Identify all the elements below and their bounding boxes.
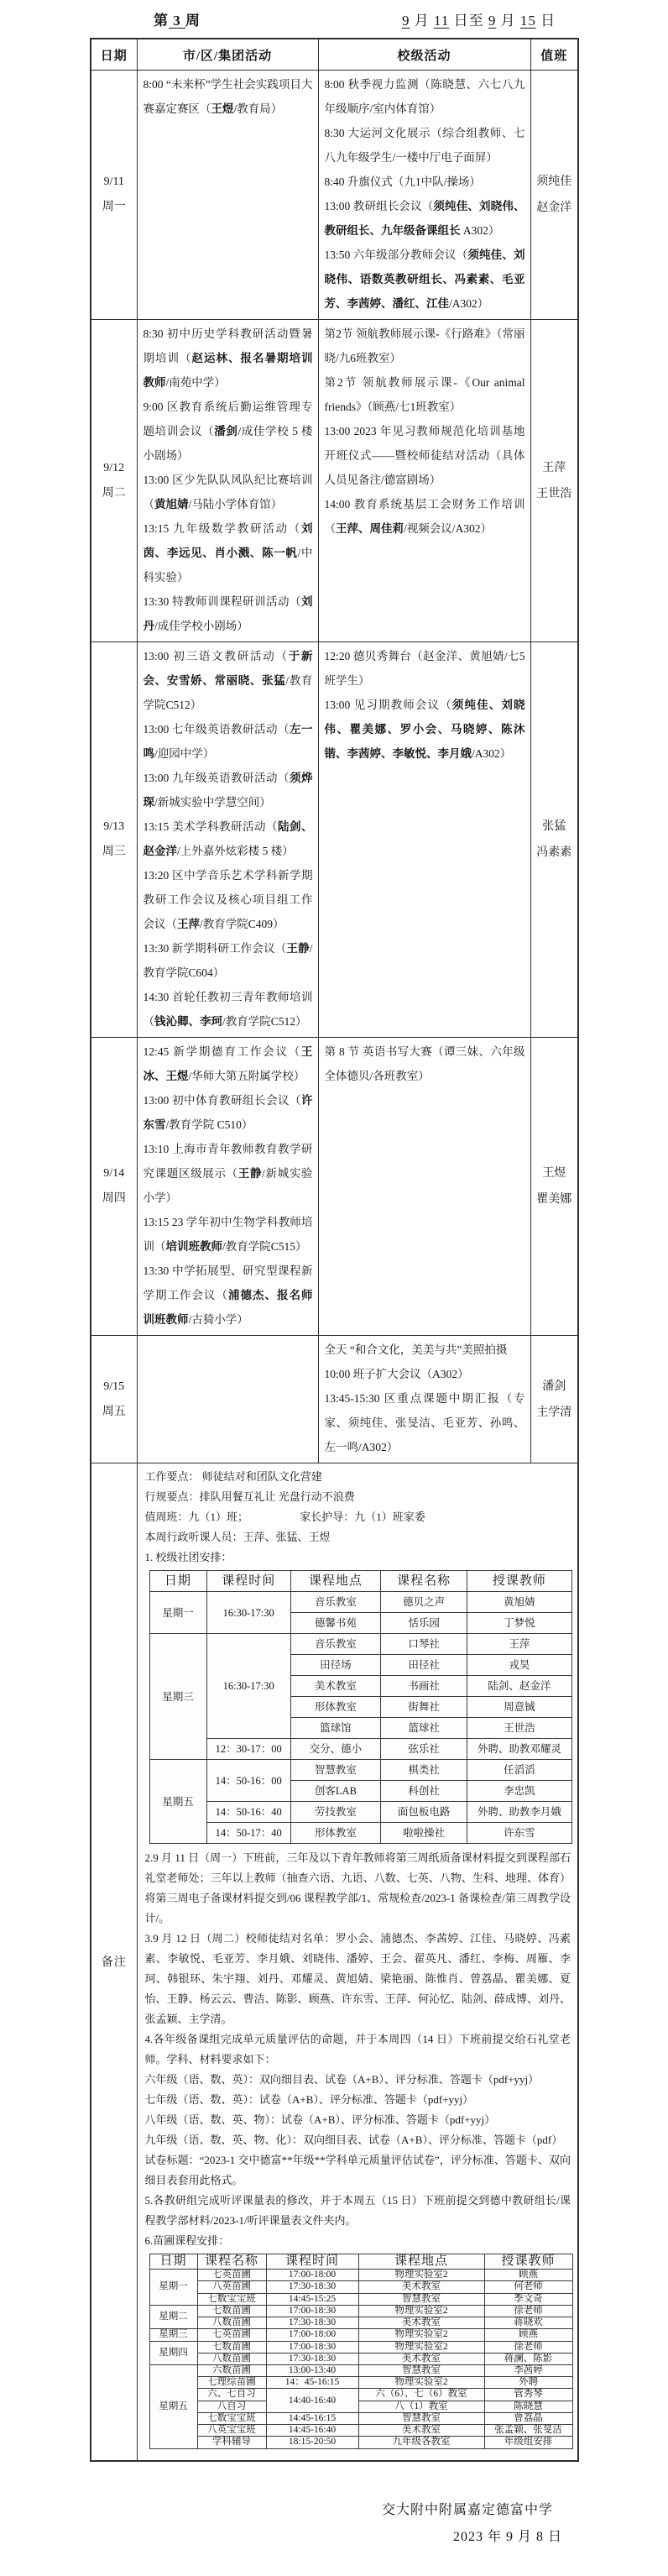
clubs-table-row xyxy=(149,1634,571,1655)
activity-item: 8:00 “未来杯”学生社会实践项目大赛嘉定赛区（王煜/教育局） xyxy=(143,78,313,115)
duty-cell xyxy=(530,1038,578,1336)
activity-item: 12:45 新学期德育工作会议（王冰、王煜/华师大第五附属学校） xyxy=(143,1045,313,1082)
activity-item: 13:30 新学期科研工作会议（王静/教育学院C604） xyxy=(143,942,313,979)
inner-table-cell: 篮球社 xyxy=(381,1718,467,1739)
activity-item: 8:30 大运河文化展示（综合组教师、七八九年级学生/一楼中厅电子面屏） xyxy=(324,127,525,164)
inner-table-cell: 17:30-18:30 xyxy=(266,2317,358,2329)
inner-table-cell: 戎昊 xyxy=(467,1655,571,1676)
clubs-table-row xyxy=(149,1802,571,1823)
activity-item: 9:00 区教育系统后勤运维管理专题培训会议（潘剑/成佳学校 5 楼小剧场） xyxy=(143,401,313,462)
activity-item: 13:15 九年级数学教研活动（刘茵、李远见、肖小溅、陈一帆/中科实验） xyxy=(143,522,313,584)
inner-table-cell: 外聘 xyxy=(484,2377,572,2389)
miaopu-table-row xyxy=(149,2365,572,2377)
inner-table-cell: 形体教室 xyxy=(290,1823,380,1844)
inner-table-cell: 弦乐社 xyxy=(381,1739,467,1760)
activity-item: 13:30 特教师训课程研训活动（刘丹/成佳学校小剧场） xyxy=(143,595,313,632)
clubs-table-row xyxy=(149,1760,571,1781)
miaopu-table-row xyxy=(149,2329,572,2341)
school-name: 交大附中附属嘉定德富中学 xyxy=(382,2502,554,2517)
inner-table-cell: 17:00-18:00 xyxy=(266,2270,358,2281)
inner-table-cell: 物理实验室2 xyxy=(358,2305,484,2317)
note-paragraph-2: 2.9 月 11 日（周一）下班前，三年及以下青年教师将第三周纸质备课材料提交到课程部石礼堂老师处；三年以上教师（抽查六语、九语、八数、七英、八物、生科、地理、体育）将第三周电子备课材料提交到/06 课程教学部/1、常规检查/2023-1 备课检查/第三周教学设计/。 xyxy=(144,1851,571,1924)
inner-table-cell: 学科辅导 xyxy=(197,2437,266,2448)
activity-item: 13:00 九年级英语教研活动（须烨琛/新城实验中学慧空间） xyxy=(143,772,313,809)
inner-column-header: 课程时间 xyxy=(266,2254,358,2270)
inner-table-cell: 面包板电路 xyxy=(381,1802,467,1823)
inner-table-cell: 美术教室 xyxy=(358,2317,484,2329)
inner-table-cell: 智慧教室 xyxy=(358,2365,484,2377)
inner-table-cell: 外聘、助教邓耀灵 xyxy=(467,1739,571,1760)
note-paragraph-4-item: 六年级（语、数、英）：双向细目表、试卷（A+B）、评分标准、答题卡（pdf+yyj） xyxy=(144,2073,540,2086)
inner-table-cell: 形体教室 xyxy=(290,1697,380,1718)
school-activities-cell xyxy=(318,642,530,1038)
inner-table-cell: 17:30-18:30 xyxy=(266,2353,358,2364)
date-cell: 9/12 周二 xyxy=(91,320,137,642)
miaopu-table-row xyxy=(149,2293,572,2305)
note-paragraph-5: 5.各教研组完成听评课量表的修改，并于本周五（15 日）下班前提交到德中教研组长/课程教学部材料/2023-1/听评课量表文件夹内。 xyxy=(144,2194,571,2227)
duty-person: 王世浩 xyxy=(536,487,572,500)
activity-item: 14:30 首轮任教初三青年教师培训（钱沁卿、李珂/教育学院C512） xyxy=(143,991,313,1028)
activity-item: 第2节 领航教师展示课-《行路难》（常丽晓/九6班教室） xyxy=(324,327,525,364)
inner-table-cell: 七英苗圃 xyxy=(197,2270,266,2281)
activity-item: 13:30 中学拓展型、研究型课程新学期工作会议（浦德杰、报名师训班教师/古猗小学） xyxy=(143,1264,313,1326)
inner-table-cell: 黄旭婧 xyxy=(467,1592,571,1613)
inner-table-cell: 智慧教室 xyxy=(358,2412,484,2424)
inner-column-header: 课程名称 xyxy=(381,1571,467,1592)
inner-table-cell: 18:15-20:50 xyxy=(266,2437,358,2448)
inner-table-cell: 陆剑、赵金洋 xyxy=(467,1676,571,1697)
inner-table-cell: 17:30-18:30 xyxy=(266,2281,358,2293)
inner-table-cell: 七数宝宝班 xyxy=(197,2293,266,2305)
miaopu-table-row xyxy=(149,2425,572,2437)
inner-table-cell: 星期五 xyxy=(149,1760,206,1844)
notes-label: 备注 xyxy=(91,1463,137,2461)
activity-item: 13:15 美术学科教研活动（陆剑、赵金洋/上外嘉外炫彩楼 5 楼） xyxy=(143,820,313,857)
inner-table-cell: 星期二 xyxy=(149,2305,197,2328)
inner-table-cell: 八自习 xyxy=(197,2401,266,2412)
activity-item: 14:00 教育系统基层工会财务工作培训（王萍、周佳莉/视频会议/A302） xyxy=(324,498,525,535)
schedule-row-9-12 xyxy=(91,320,578,642)
notes-cell xyxy=(137,1463,578,2461)
inner-table-cell: 七理综苗圃 xyxy=(197,2377,266,2389)
clubs-table-row xyxy=(149,1592,571,1613)
inner-table-cell: 14：50-17：40 xyxy=(206,1823,290,1844)
miaopu-table-row xyxy=(149,2437,572,2448)
district-activities-cell xyxy=(137,320,318,642)
inner-table-cell: 八数苗圃 xyxy=(197,2317,266,2329)
duty-person: 赵金洋 xyxy=(536,202,572,214)
note-observers: 本周行政听课人员：王萍、张猛、王煜 xyxy=(144,1531,331,1543)
inner-table-cell: 顾燕 xyxy=(484,2329,572,2341)
miaopu-table-row xyxy=(149,2317,572,2329)
column-header-duty: 值班 xyxy=(530,39,578,71)
inner-table-cell: 17:00-18:30 xyxy=(266,2305,358,2317)
inner-table-cell: 美术教室 xyxy=(358,2425,484,2437)
inner-table-cell: 街舞社 xyxy=(381,1697,467,1718)
school-activities-cell xyxy=(318,1038,530,1336)
activity-item: 8:00 秋季视力监测（陈晓慧、六七八九年级顺序/室内体育馆） xyxy=(324,78,525,115)
inner-table-cell: 九年级各教室 xyxy=(358,2437,484,2448)
inner-table-cell: 星期三 xyxy=(149,2329,197,2341)
duty-cell xyxy=(530,320,578,642)
activity-item: 第 8 节 英语书写大赛（谭三妹、六年级全体德贝/各班教室） xyxy=(324,1045,525,1082)
inner-table-cell: 16:30-17:30 xyxy=(206,1634,290,1739)
date-range-label: 9 月 11 日至 9 月 15 日 xyxy=(402,13,556,29)
inner-table-cell: 田径场 xyxy=(290,1655,380,1676)
inner-column-header: 课程名称 xyxy=(197,2254,266,2270)
miaopu-table-title: 6.苗圃课程安排： xyxy=(144,2234,230,2247)
activity-item: 13:15 23 学年初中生物学科教师培训（培训班教师/教育学院C515） xyxy=(143,1216,313,1253)
inner-table-cell: 曾荔晶 xyxy=(484,2412,572,2424)
inner-table-cell: 14：50-16：00 xyxy=(206,1760,290,1802)
inner-table-cell: 顾燕 xyxy=(484,2270,572,2281)
school-activities-cell xyxy=(318,1336,530,1463)
inner-table-cell: 德馨书苑 xyxy=(290,1613,380,1634)
week-number-label: 第 3 周 xyxy=(154,13,201,29)
inner-column-header: 课程地点 xyxy=(358,2254,484,2270)
clubs-table-title: 1. 校级社团安排： xyxy=(144,1551,232,1563)
inner-table-cell: 星期五 xyxy=(149,2365,197,2449)
inner-table-cell: 管秀琴 xyxy=(484,2389,572,2401)
schedule-row-9-11 xyxy=(91,71,578,320)
inner-table-cell: 交分、德小 xyxy=(290,1739,380,1760)
miaopu-table-row xyxy=(149,2281,572,2293)
inner-table-cell: 物理实验室2 xyxy=(358,2270,484,2281)
activity-item: 13:20 区中学音乐艺术学科新学期教研工作会议及核心项目组工作会议（王萍/教育学院C409） xyxy=(143,869,313,930)
inner-table-cell: 书画社 xyxy=(381,1676,467,1697)
note-paragraph-4-item: 七年级（语、数、英）：试卷（A+B）、评分标准、答题卡（pdf+yyj） xyxy=(144,2093,474,2106)
inner-table-cell: 张孟颖、张旻洁 xyxy=(484,2425,572,2437)
schedule-row-9-14 xyxy=(91,1038,578,1336)
inner-table-cell: 12：30-17：00 xyxy=(206,1739,290,1760)
activity-item: 8:40 升旗仪式（九1中队/操场） xyxy=(324,175,481,188)
inner-table-cell: 科创社 xyxy=(381,1781,467,1802)
activity-item: 8:30 初中历史学科教研活动暨暑期培训（赵运林、报名暑期培训教师/南苑中学） xyxy=(143,327,313,389)
inner-table-cell: 物理实验室2 xyxy=(358,2329,484,2341)
activity-item: 13:00 教研组长会议（须纯佳、刘晓伟、教研组长、九年级备课组长 A302） xyxy=(324,200,525,237)
inner-table-cell: 口琴社 xyxy=(381,1634,467,1655)
column-header-date: 日期 xyxy=(91,39,137,71)
inner-table-cell: 七英苗圃 xyxy=(197,2329,266,2341)
activity-item: 13:45-15:30 区重点课题中期汇报（专家、须纯佳、张旻洁、毛亚芳、孙鸣、左一鸣/A302） xyxy=(324,1392,525,1453)
inner-table-cell: 13:00-13:40 xyxy=(266,2365,358,2377)
date-cell: 9/13 周三 xyxy=(91,642,137,1038)
inner-table-cell: 许东雪 xyxy=(467,1823,571,1844)
inner-table-cell: 李茜婷 xyxy=(484,2365,572,2377)
inner-table-cell: 物理实验室2 xyxy=(358,2341,484,2353)
inner-table-cell: 八（1）教室 xyxy=(358,2401,484,2412)
miaopu-table-row xyxy=(149,2305,572,2317)
inner-table-cell: 八英苗圃 xyxy=(197,2281,266,2293)
date-cell: 9/15 周五 xyxy=(91,1336,137,1463)
inner-table-cell: 篮球馆 xyxy=(290,1718,380,1739)
district-activities-cell xyxy=(137,71,318,320)
inner-table-cell: 14：50-16：40 xyxy=(206,1802,290,1823)
inner-table-cell: 六（6）、七（6）教室 xyxy=(358,2389,484,2401)
inner-table-cell: 徐老师 xyxy=(484,2341,572,2353)
inner-table-cell: 德贝之声 xyxy=(381,1592,467,1613)
activity-item: 全天 “和合文化，美美与共”美照拍摄 xyxy=(324,1343,508,1356)
inner-table-cell: 六、七自习 xyxy=(197,2389,266,2401)
inner-table-cell: 陈晓慧 xyxy=(484,2401,572,2412)
activity-item: 第2节 领航教师展示课-《Our animal friends》（顾燕/七1班教室） xyxy=(324,376,525,413)
district-activities-cell xyxy=(137,1336,318,1463)
inner-table-cell: 14：45-16:15 xyxy=(266,2377,358,2389)
activity-item: 10:00 班子扩大会议（A302） xyxy=(324,1368,469,1380)
miaopu-table-row xyxy=(149,2389,572,2401)
activity-item: 13:50 六年级部分教师会议（须纯佳、刘晓伟、语数英教研组长、冯素素、毛亚芳、李茜婷、潘红、江佳/A302） xyxy=(324,249,525,310)
note-paragraph-3: 3.9 月 12 日（周二）校师徒结对名单：罗小会、浦德杰、李茜婷、江佳、马晓婷、冯素素、李敏悦、毛亚芳、李月娥、刘晓伟、潘婷、王会、翟英凡、潘红、李梅、周雁、李珂、韩银环、朱宇翔、刘丹、邓耀灵、黄旭婧、梁艳丽、陈惟肖、曾荔晶、瞿美娜、夏怡、王静、杨云云、曹洁、陈影、顾燕、许东雪、王萍、何沁忆、陆剑、薛成博、刘丹、张孟颖、主学清。 xyxy=(144,1932,571,2025)
school-activities-cell xyxy=(318,320,530,642)
duty-person: 张猛 xyxy=(542,820,566,833)
inner-table-cell: 六数苗圃 xyxy=(197,2365,266,2377)
document-title xyxy=(0,8,668,29)
note-work-points: 工作要点： 师徒结对和团队文化营建 xyxy=(144,1470,322,1483)
inner-table-cell: 星期一 xyxy=(149,1592,206,1634)
issue-date: 2023 年 9 月 8 日 xyxy=(453,2529,563,2544)
clubs-table-row xyxy=(149,1739,571,1760)
note-paragraph-4-item: 试卷标题：“2023-1 交中德富**年级**学科单元质量评估试卷”，评分标准、答题卡、双向细目表套用此格式。 xyxy=(144,2154,571,2186)
inner-table-cell: 七数苗圃 xyxy=(197,2341,266,2353)
district-activities-cell xyxy=(137,1038,318,1336)
inner-table-cell: 14:40-16:40 xyxy=(266,2389,358,2412)
inner-table-cell: 星期三 xyxy=(149,1634,206,1760)
miaopu-table-row xyxy=(149,2353,572,2364)
inner-table-cell: 音乐教室 xyxy=(290,1634,380,1655)
notes-row xyxy=(91,1463,578,2461)
activity-item: 13:00 2023 年见习教师规范化培训基地开班仪式——暨校师徒结对活动（具体人员见备注/德富剧场） xyxy=(324,425,525,486)
inner-table-cell: 徐老师 xyxy=(484,2305,572,2317)
activity-item: 13:10 上海市青年教师教育教学研究课题区级展示（王静/新城实验小学） xyxy=(143,1143,313,1204)
duty-person: 主学清 xyxy=(536,1406,572,1419)
inner-table-cell: 棋类社 xyxy=(381,1760,467,1781)
inner-table-cell: 劳技教室 xyxy=(290,1802,380,1823)
inner-column-header: 日期 xyxy=(149,2254,197,2270)
inner-table-cell: 王世浩 xyxy=(467,1718,571,1739)
schedule-table xyxy=(90,38,579,2462)
note-paragraph-4-items xyxy=(145,2070,571,2191)
activity-item: 13:00 区少先队队风队纪比赛培训（黄旭婧/马陆小学体育馆） xyxy=(143,474,313,510)
inner-table-cell: 王萍 xyxy=(467,1634,571,1655)
inner-table-cell: 智慧教室 xyxy=(358,2293,484,2305)
inner-table-cell: 14:45-16:15 xyxy=(266,2412,358,2424)
inner-table-cell: 17:00-18:00 xyxy=(266,2329,358,2341)
school-activities-cell xyxy=(318,71,530,320)
note-paragraph-4-item: 九年级（语、数、英、物、化）：双向细目表、试卷（A+B）、评分标准、答题卡（pdf） xyxy=(144,2134,563,2146)
activity-item: 13:00 初中体育教研组长会议（许东雪/教育学院 C510） xyxy=(143,1094,313,1131)
inner-table-cell: 物理实验室2 xyxy=(358,2377,484,2389)
document-footer xyxy=(0,2497,668,2551)
inner-table-cell: 星期四 xyxy=(149,2341,197,2364)
column-header-district-activities: 市/区/集团活动 xyxy=(137,39,318,71)
schedule-table-body xyxy=(91,71,578,1463)
inner-table-cell: 蒋晓欢 xyxy=(484,2317,572,2329)
inner-column-header: 授课教师 xyxy=(484,2254,572,2270)
duty-person: 潘剑 xyxy=(542,1380,566,1393)
duty-person: 瞿美娜 xyxy=(536,1193,572,1206)
inner-table-cell: 丁梦悦 xyxy=(467,1613,571,1634)
inner-table-cell: 任滔滔 xyxy=(467,1760,571,1781)
inner-table-cell: 八数苗圃 xyxy=(197,2353,266,2364)
note-paragraph-4-item: 八年级（语、数、英、物）：试卷（A+B）、评分标准、答题卡（pdf+yyj） xyxy=(144,2113,496,2126)
duty-cell xyxy=(530,1336,578,1463)
miaopu-table-row xyxy=(149,2377,572,2389)
note-duty-class: 值周班：九（1）班； xyxy=(144,1511,249,1523)
inner-table-cell: 14:45-15:25 xyxy=(266,2293,358,2305)
inner-table-cell: 李忠凯 xyxy=(467,1781,571,1802)
duty-cell xyxy=(530,71,578,320)
activity-item: 13:00 初三语文教研活动（于新会、安雪娇、常丽晓、张猛/教育学院C512） xyxy=(143,650,313,711)
date-cell: 9/14 周四 xyxy=(91,1038,137,1336)
clubs-table-row xyxy=(149,1823,571,1844)
duty-person: 王萍 xyxy=(542,461,566,474)
inner-table-cell: 啦啦操社 xyxy=(381,1823,467,1844)
note-paragraph-4-intro: 4.各年级备课组完成单元质量评估的命题，并于本周四（14 日）下班前提交给石礼堂老师。学科、材料要求如下： xyxy=(144,2033,571,2066)
inner-table-cell: 美术教室 xyxy=(290,1676,380,1697)
inner-column-header: 日期 xyxy=(149,1571,206,1592)
inner-table-cell: 16:30-17:30 xyxy=(206,1592,290,1634)
inner-table-cell: 年级组安排 xyxy=(484,2437,572,2448)
inner-table-cell: 星期一 xyxy=(149,2270,197,2306)
inner-table-cell: 蒋澜、陈影 xyxy=(484,2353,572,2364)
inner-table-cell: 八英宝宝班 xyxy=(197,2425,266,2437)
miaopu-table-row xyxy=(149,2401,572,2412)
inner-table-cell: 创客LAB xyxy=(290,1781,380,1802)
inner-table-cell: 七数苗圃 xyxy=(197,2305,266,2317)
date-cell: 9/11 周一 xyxy=(91,71,137,320)
duty-cell xyxy=(530,642,578,1038)
inner-table-cell: 季文奇 xyxy=(484,2293,572,2305)
inner-table-cell: 外聘、助教李月娥 xyxy=(467,1802,571,1823)
duty-person: 须纯佳 xyxy=(536,175,572,188)
activity-item: 13:00 七年级英语教研活动（左一鸣/迎园中学） xyxy=(143,723,313,760)
activity-item: 13:00 见习期教师会议（须纯佳、刘晓伟、瞿美娜、罗小会、马晓婷、陈沐锴、李茜婷、李敏悦、李月娥/A302） xyxy=(324,699,525,760)
miaopu-table-row xyxy=(149,2270,572,2281)
inner-table-cell: 17:00-18:30 xyxy=(266,2341,358,2353)
inner-table-cell: 美术教室 xyxy=(358,2281,484,2293)
inner-table-cell: 周意铖 xyxy=(467,1697,571,1718)
inner-table-cell: 何老师 xyxy=(484,2281,572,2293)
inner-table-cell: 七数宝宝班 xyxy=(197,2412,266,2424)
inner-column-header: 课程地点 xyxy=(290,1571,380,1592)
note-conduct-points: 行规要点：排队用餐互礼让 光盘行动不浪费 xyxy=(144,1490,355,1503)
note-parent-guard: 家长护导：九（1）班家委 xyxy=(300,1511,425,1523)
inner-table-cell: 恬乐园 xyxy=(381,1613,467,1634)
inner-table-cell: 田径社 xyxy=(381,1655,467,1676)
schedule-row-9-15 xyxy=(91,1336,578,1463)
miaopu-table-row xyxy=(149,2412,572,2424)
inner-table-cell: 音乐教室 xyxy=(290,1592,380,1613)
schedule-table-header xyxy=(91,39,578,71)
duty-person: 王煜 xyxy=(542,1167,566,1180)
inner-column-header: 授课教师 xyxy=(467,1571,571,1592)
column-header-school-activities: 校级活动 xyxy=(318,39,530,71)
note-duty-class-line xyxy=(145,1507,571,1527)
schedule-row-9-13 xyxy=(91,642,578,1038)
inner-table-cell: 14:45-16:40 xyxy=(266,2425,358,2437)
miaopu-schedule-table xyxy=(149,2254,573,2449)
inner-table-cell: 智慧教室 xyxy=(290,1760,380,1781)
miaopu-table-row xyxy=(149,2341,572,2353)
inner-column-header: 课程时间 xyxy=(206,1571,290,1592)
inner-table-cell: 美术教室 xyxy=(358,2353,484,2364)
clubs-schedule-table xyxy=(149,1570,572,1844)
activity-item: 12:20 德贝秀舞台（赵金洋、黄旭婧/七5班学生） xyxy=(324,650,525,687)
district-activities-cell xyxy=(137,642,318,1038)
duty-person: 冯素素 xyxy=(536,846,572,859)
